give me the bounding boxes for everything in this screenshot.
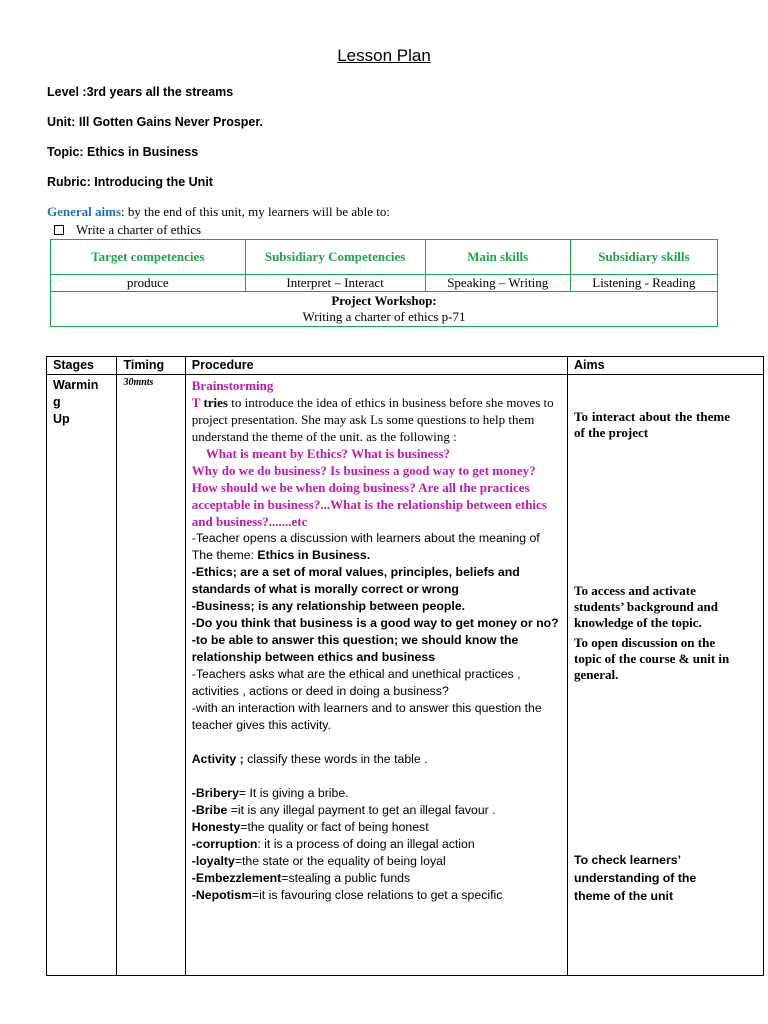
header-subsidiary-competencies: Subsidiary Competencies [245, 240, 425, 275]
word-definition: =it is any illegal payment to get an illegal favour . [227, 803, 496, 817]
aim-item: To check learners’ understanding of the theme of the unit [573, 853, 697, 903]
interaction-paragraph: -with an interaction with learners and to answer this question the teacher gives this activity. [191, 701, 542, 732]
competencies-row [51, 275, 718, 292]
word-term: -Embezzlement [191, 871, 282, 885]
word-term: -Nepotism [191, 888, 252, 902]
activity-text: classify these words in the table . [243, 752, 428, 766]
word-definition: =the quality or fact of being honest [240, 820, 429, 834]
ethics-definition: -Ethics; are a set of moral values, principles, beliefs and standards of what is morally correct or wrong [191, 565, 520, 596]
header-main-skills: Main skills [425, 240, 570, 275]
discussion-paragraph [192, 530, 561, 564]
word-definition: = It is giving a bribe. [238, 786, 349, 800]
word-item [192, 802, 561, 819]
aim-item: To interact about the theme of the project [573, 409, 730, 440]
header-stages: Stages [47, 357, 117, 375]
word-item [192, 853, 561, 870]
aim-item: To access and activate students’ background and knowledge of the topic. [573, 583, 718, 630]
general-aims [47, 204, 390, 220]
project-title: Project Workshop: [331, 293, 437, 308]
topic-line: Topic: Ethics in Business [47, 145, 199, 159]
cell-subsidiary: Interpret – Interact [245, 275, 425, 292]
word-term: -Bribe [191, 803, 228, 817]
question-block: Why do we do business? Is business a good way to get money? How should we be when doing business? Are all the practices acceptable in business?...What is the relationship between ethics and business?.......etc [191, 463, 547, 529]
word-item [192, 870, 561, 887]
word-definition: : it is a process of doing an illegal action [257, 837, 475, 851]
teachers-ask-paragraph: -Teachers asks what are the ethical and unethical practices , activities , actions or deed in doing a business? [191, 667, 521, 698]
question-line-1: What is meant by Ethics? What is business? [205, 446, 451, 461]
cell-main-skills: Speaking – Writing [425, 275, 570, 292]
lesson-table [46, 356, 764, 976]
lesson-header-row [47, 357, 764, 375]
discussion-theme: Ethics in Business. [257, 548, 371, 562]
activity-label: Activity ; [191, 752, 244, 766]
business-definition: -Business; is any relationship between people. [191, 599, 466, 613]
general-aims-text: : by the end of this unit, my learners will be able to: [121, 204, 390, 219]
timing-cell: 30mnts [117, 375, 185, 976]
stage-line-3: Up [53, 412, 70, 426]
word-definition: =the state or the equality of being loyal [234, 854, 446, 868]
general-aims-item-text: Write a charter of ethics [76, 222, 202, 237]
stage-cell [47, 375, 117, 976]
procedure-cell [185, 375, 567, 976]
t-letter: T [191, 395, 201, 410]
intro-text: to introduce the idea of ethics in business before she moves to project presentation. She may ask Ls some questions to help them understand the theme of the unit. as the following : [191, 395, 554, 444]
discussion-text: -Teacher opens a discussion with learners about the meaning of The theme: [191, 531, 540, 562]
word-term: -loyalty [191, 854, 235, 868]
cell-target: produce [51, 275, 246, 292]
header-procedure: Procedure [185, 357, 567, 375]
brainstorming-heading: Brainstorming [191, 378, 274, 393]
aim-item: To open discussion on the topic of the course & unit in general. [573, 635, 730, 682]
spacer [192, 734, 561, 751]
word-item [192, 836, 561, 853]
question-paragraph: -Do you think that business is a good way to get money or no? [191, 616, 559, 630]
header-target-competencies: Target competencies [51, 240, 246, 275]
header-aims: Aims [567, 357, 763, 375]
cell-subsidiary-skills: Listening - Reading [570, 275, 717, 292]
project-cell [51, 292, 718, 327]
activity-line [192, 751, 561, 768]
competencies-header-row [51, 240, 718, 275]
spacer [192, 768, 561, 785]
general-aims-item [54, 222, 201, 238]
word-item [192, 785, 561, 802]
rubric-line: Rubric: Introducing the Unit [47, 175, 213, 189]
word-term: -corruption [191, 837, 258, 851]
word-term: Honesty [191, 820, 241, 834]
word-definition: =it is favouring close relations to get a specific [251, 888, 503, 902]
aims-cell [567, 375, 763, 976]
general-aims-label: General aims [47, 204, 122, 219]
competencies-table [50, 239, 718, 327]
tries-word: tries [200, 395, 228, 410]
warmup-row [47, 375, 764, 976]
document-title: Lesson Plan [337, 46, 431, 65]
word-item [192, 819, 561, 836]
project-row [51, 292, 718, 327]
intro-paragraph [192, 394, 561, 445]
stage-line-2: g [53, 395, 61, 409]
level-line: Level :3rd years all the streams [47, 85, 234, 99]
stage-line-1: Warmin [53, 378, 99, 392]
word-item [192, 887, 561, 904]
checkbox-icon [54, 225, 64, 235]
header-subsidiary-skills: Subsidiary skills [570, 240, 717, 275]
answer-paragraph: -to be able to answer this question; we should know the relationship between ethics and business [191, 633, 519, 664]
word-definition: =stealing a public funds [281, 871, 411, 885]
word-term: -Bribery [191, 786, 239, 800]
header-timing: Timing [117, 357, 185, 375]
project-text: Writing a charter of ethics p-71 [302, 309, 466, 324]
unit-line: Unit: Ill Gotten Gains Never Prosper. [47, 115, 264, 129]
